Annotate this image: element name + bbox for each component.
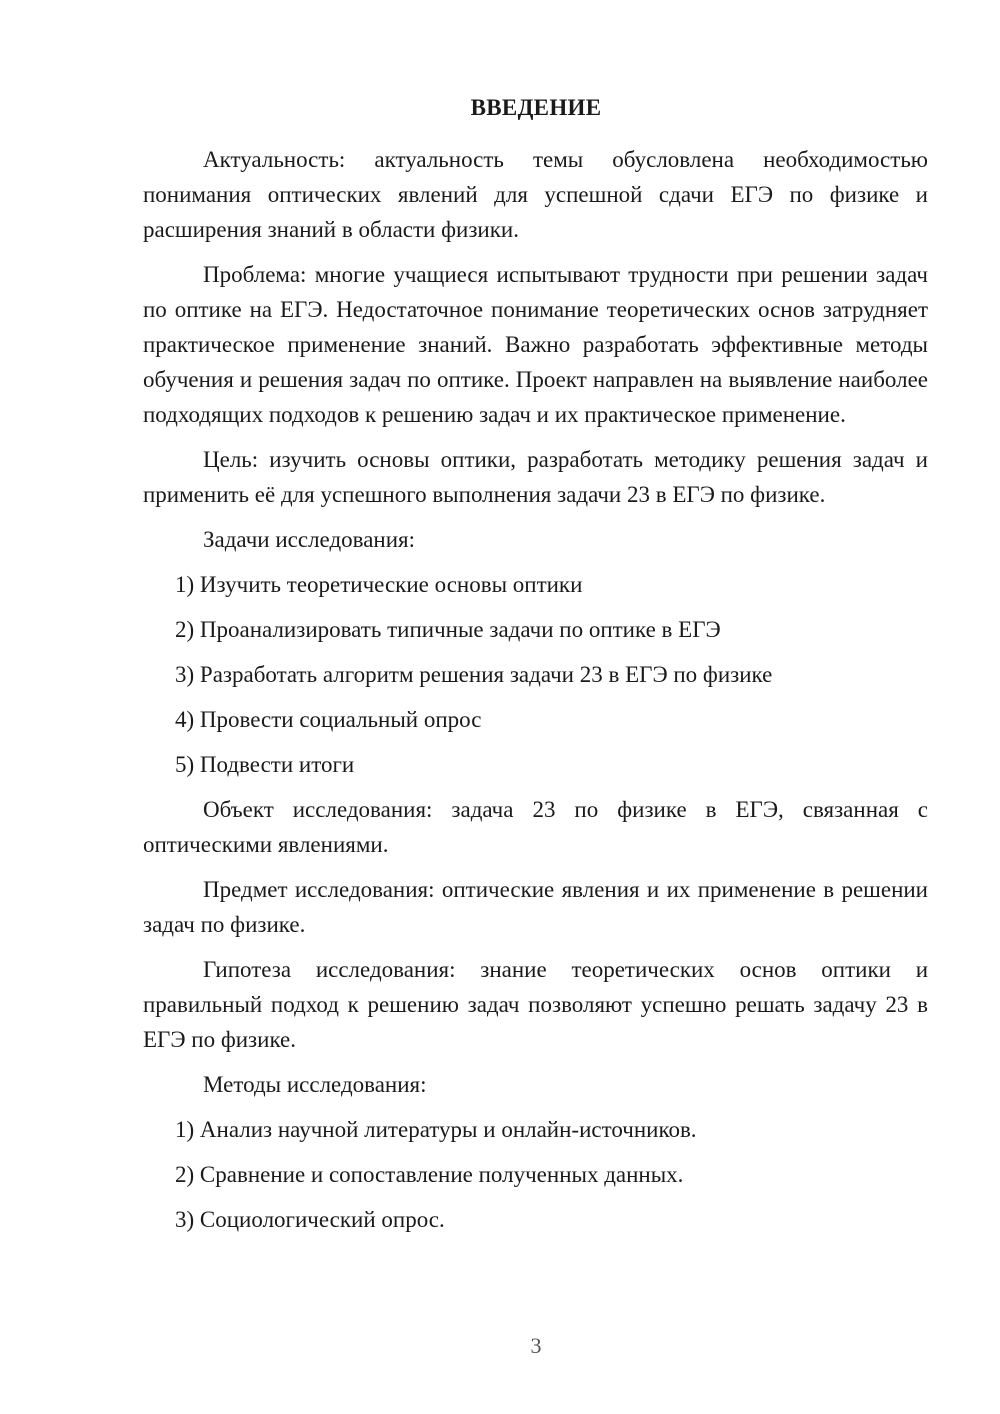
problem-paragraph: Проблема: многие учащиеся испытывают трудности при решении задач по оптике на ЕГЭ. Недостаточное понимание теоретических основ затрудняет практическое применение знаний. Важно разработать эффективные методы обучения и решения задач по оптике. Проект направлен на выявление наиболее подходящих подходов к решению задач и их практическое применение. <box>143 262 928 427</box>
subject-paragraph: Предмет исследования: оптические явления и их применение в решении задач по физике. <box>143 877 928 937</box>
list-item: 2) Проанализировать типичные задачи по оптике в ЕГЭ <box>175 617 721 642</box>
relevance-paragraph: Актуальность: актуальность темы обусловлена необходимостью понимания оптических явлений для успешной сдачи ЕГЭ по физике и расширения знаний в области физики. <box>143 147 928 242</box>
list-item: 1) Изучить теоретические основы оптики <box>175 572 583 597</box>
tasks-title: Задачи исследования: <box>203 527 416 552</box>
list-item: 3) Разработать алгоритм решения задачи 23 в ЕГЭ по физике <box>175 662 773 687</box>
document-body <box>143 142 928 1247</box>
object-paragraph: Объект исследования: задача 23 по физике в ЕГЭ, связанная с оптическими явлениями. <box>143 797 928 857</box>
methods-title: Методы исследования: <box>203 1072 427 1097</box>
page-number: 3 <box>530 1333 542 1358</box>
list-item: 4) Провести социальный опрос <box>175 707 482 732</box>
section-heading: ВВЕДЕНИЕ <box>470 95 602 120</box>
tasks-list <box>143 567 928 782</box>
goal-paragraph: Цель: изучить основы оптики, разработать методику решения задач и применить её для успешного выполнения задачи 23 в ЕГЭ по физике. <box>143 447 928 507</box>
list-item: 5) Подвести итоги <box>175 752 355 777</box>
methods-list <box>143 1112 928 1237</box>
list-item: 1) Анализ научной литературы и онлайн-источников. <box>175 1117 697 1142</box>
list-item: 2) Сравнение и сопоставление полученных данных. <box>175 1162 684 1187</box>
hypothesis-paragraph: Гипотеза исследования: знание теоретических основ оптики и правильный подход к решению задач позволяют успешно решать задачу 23 в ЕГЭ по физике. <box>143 957 928 1052</box>
list-item: 3) Социологический опрос. <box>175 1207 445 1232</box>
